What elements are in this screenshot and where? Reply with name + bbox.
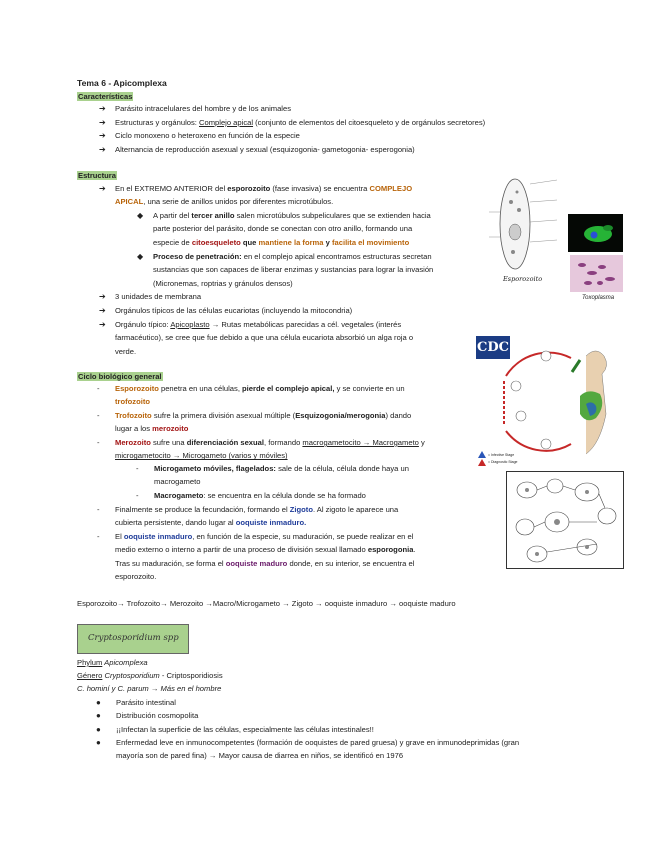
list-item: ● Distribución cosmopolita [96,711,199,720]
estructura-heading: Estructura [78,171,116,180]
list-item: ➔ Ciclo monoxeno o heteroxeno en función de la especie [99,131,300,140]
toxoplasma-caption: Toxoplasma [582,295,615,301]
esporozoito-caption: Esporozoito [503,275,543,283]
list-item: - Microgameto móviles, flagelados: sale de la célula, célula donde haya un macrogameto [136,464,409,487]
page-title: Tema 6 - Apicomplexa [77,78,167,88]
list-item: ● ¡¡Infectan la superficie de las células, especialmente las células intestinales!! [96,725,374,734]
list-item: ➔ Orgánulo típico: Apicoplasto → Rutas metabólicas parecidas a cél. vegetales (interés farmacéutico), se cree que fue debido a que una célula eucariota absorbió un alga roja o verde. [99,320,414,356]
list-item: ➔ En el EXTREMO ANTERIOR del esporozoito (fase invasiva) se encuentra COMPLEJO APICAL, una serie de anillos unidos por diferentes microtúbulos. [99,184,413,207]
hominis-line: C. hominí y C. parum → Más en el hombre [77,684,222,693]
legend-diagnostic: = Diagnostic Stage [488,460,518,464]
list-item: ➔ Parásito intracelulares del hombre y de los animales [99,104,292,113]
genero-line: Género Cryptosporidium - Criptosporidiosis [77,671,223,680]
list-item: ◆ Proceso de penetración: en el complejo apical encontramos estructuras secretan sustancias que son capaces de liberar enzimas y sustancias para lograr la invasión (Micronemas, roptrias y gránulos densos) [137,252,434,288]
list-item: - Finalmente se produce la fecundación, formando el Zigoto. Al zigoto le aparece una cubierta persistente, dando lugar al ooquiste inmaduro. [97,505,399,528]
list-item: ➔ Alternancia de reproducción asexual y sexual (esquizogonia- gametogonia- esperogonia) [99,145,415,154]
list-item: ➔ Estructuras y orgánulos: Complejo apical (conjunto de elementos del citoesqueleto y de orgánulos secretores) [99,118,486,127]
cdc-lifecycle-figure [476,336,622,468]
fluorescence-image [568,214,623,252]
list-item: - Trofozoito sufre la primera división asexual múltiple (Esquizogonia/merogonia) dando lugar a los merozoito [97,411,412,434]
list-item: ◆ A partir del tercer anillo salen microtúbulos subpeliculares que se extienden hacia parte posterior del parásito, donde se conectan con otro anillo, formando una especie de citoesqueleto que mantiene la forma y facilita el movimiento [137,211,431,247]
list-item: ● Parásito intestinal [96,698,176,707]
list-item: ➔ 3 unidades de membrana [99,292,202,301]
lifecycle-bw-figure [506,471,624,569]
cryptosporidium-banner: Cryptosporidium spp [77,624,189,654]
list-item: ● Enfermedad leve en inmunocompetentes (formación de ooquistes de pared gruesa) y grave en inmunodeprimidas (gran mayoría son de pared fina) → Mayor causa de diarrea en niños, se identificó en 1976 [96,738,520,761]
list-item: - Macrogameto: se encuentra en la célula donde se ha formado [136,491,366,500]
cdc-logo: CDC [476,336,510,359]
toxoplasma-image [570,255,623,292]
cycle-summary: Esporozoito→ Trofozoito→ Merozoito →Macro/Microgameto → Zigoto → ooquiste inmaduro → ooquiste maduro [77,599,456,608]
list-item: - Merozoito sufre una diferenciación sexual, formando macrogametocito → Macrogameto y microgametocito → Microgameto (varios y móviles) [97,438,425,461]
list-item: - Esporozoito penetra en una células, pierde el complejo apical, y se convierte en un trofozoito [97,384,405,407]
phylum-line: Phylum Apicomplexa [77,658,148,667]
ciclo-heading: Ciclo biológico general [78,372,162,381]
list-item: ➔ Orgánulos típicos de las células eucariotas (incluyendo la mitocondria) [99,306,353,315]
legend-infective: = Infective Stage [488,453,515,457]
list-item: - El ooquiste inmaduro, en función de la especie, su maduración, se puede realizar en el medio externo o interno a partir de una proceso de división sexual llamado esporogonia. Tras su maduración, se forma el ooquiste maduro donde, en su interior, se encuentra el esporozoito. [97,532,416,582]
caracteristicas-heading: Características [78,92,133,101]
